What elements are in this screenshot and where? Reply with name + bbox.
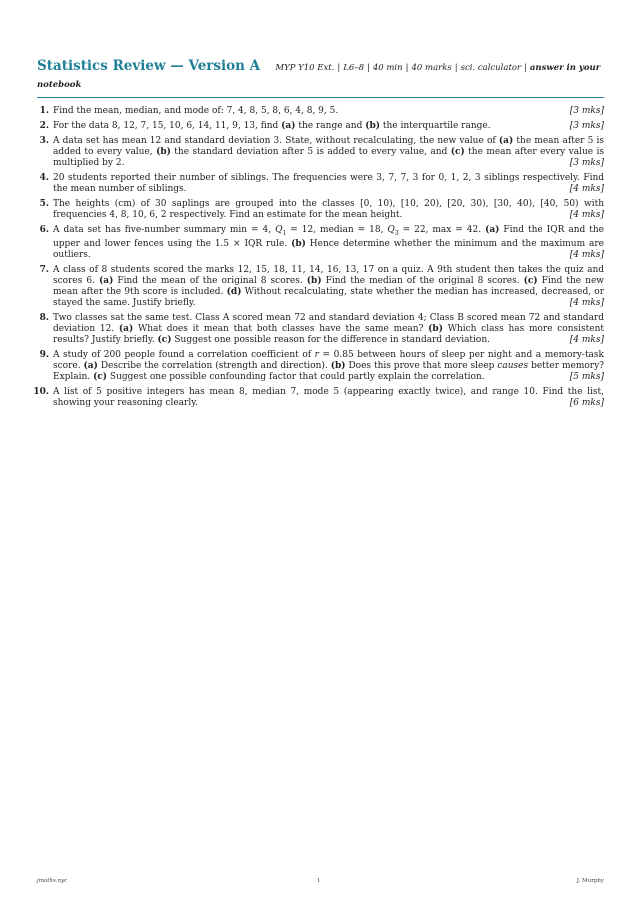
- question-number: 3.: [39, 136, 49, 146]
- question-item: [37, 199, 604, 221]
- part-label: (c): [93, 371, 108, 382]
- question-marks: [3 mks]: [569, 106, 604, 116]
- question-text: [53, 387, 604, 408]
- question-marks: [4 mks]: [569, 334, 604, 345]
- question-text-run: 20 students reported their number of siblings. The frequencies were 3, 7, 7, 3 for 0, 1, 2, 3 siblings respectively. Find the mean number of siblings.: [53, 173, 604, 194]
- question-number: 1.: [39, 106, 49, 116]
- meta-duration: 40 min: [372, 63, 403, 73]
- meta-calculator: sci. calculator: [460, 63, 522, 73]
- question-marks: [5 mks]: [569, 371, 604, 382]
- math-symbol: r: [314, 349, 319, 360]
- question-text: [53, 106, 382, 116]
- meta-level-range: L6–8: [343, 63, 364, 73]
- footer: [37, 878, 604, 888]
- question-item: [37, 313, 604, 346]
- question-text-run: Suggest one possible reason for the difference in standard deviation.: [171, 334, 491, 345]
- question-text-run: For the data 8, 12, 7, 15, 10, 6, 14, 11, 9, 13, find: [53, 121, 282, 131]
- question-text: [53, 121, 535, 131]
- question-text-run: Suggest one possible confounding factor that could partly explain the correlation.: [107, 371, 485, 382]
- question-marks: [4 mks]: [569, 297, 604, 308]
- question-number: 6.: [39, 225, 49, 235]
- question-item: [37, 173, 604, 195]
- header-rule: [37, 97, 604, 98]
- part-label: (c): [157, 334, 172, 345]
- question-marks: [4 mks]: [569, 210, 604, 220]
- part-label: (a): [83, 360, 98, 371]
- question-number: 9.: [39, 349, 49, 360]
- part-label: (b): [306, 275, 322, 286]
- question-item: [37, 225, 604, 261]
- meta-instruction: answer in your notebook: [37, 63, 601, 90]
- question-item: [37, 136, 604, 169]
- part-label: (b): [330, 360, 346, 371]
- question-marks: [4 mks]: [569, 249, 604, 260]
- question-text: [53, 265, 604, 308]
- footer-page-number: 1: [317, 878, 321, 884]
- header-meta: MYP Y10 Ext. | L6–8 | 40 min | 40 marks | sci. calculator | answer in your notebook: [37, 63, 601, 90]
- question-text-run: A data set has mean 12 and standard deviation 3. State, without recalculating, the new value of: [53, 136, 499, 146]
- question-marks: [6 mks]: [569, 397, 604, 408]
- question-text-run: Find the median of the original 8 scores.: [321, 275, 524, 286]
- question-text-run: Find the mean of the original 8 scores.: [113, 275, 307, 286]
- question-text: [53, 136, 604, 168]
- question-text: [53, 199, 604, 220]
- page-title: Statistics Review — Version A: [37, 58, 261, 74]
- meta-level-course: MYP Y10 Ext.: [275, 63, 335, 73]
- question-text-run: A data set has five-number summary min = 4,: [53, 225, 276, 235]
- question-text-run: Hence determine whether the minimum and the maximum are outliers.: [53, 238, 604, 260]
- question-text-run: Find the IQR and the upper and lower fences using the 1.5 × IQR rule.: [53, 225, 604, 249]
- header: [37, 58, 604, 92]
- question-text-run: Without recalculating, state whether the median has increased, decreased, or stayed the same. Justify briefly.: [53, 286, 605, 308]
- question-item: [37, 265, 604, 309]
- question-text-run: Describe the correlation (strength and direction).: [97, 360, 331, 371]
- question-marks: [4 mks]: [569, 184, 604, 194]
- question-text-run: The heights (cm) of 30 saplings are grouped into the classes [0, 10), [10, 20), [20, 30), [30, 40), [40, 50) with frequencies 4, 8, 10, 6, 2 respectively. Find an estimate for the mean height.: [53, 199, 604, 220]
- question-item: [33, 386, 604, 409]
- part-label: (b): [156, 147, 171, 157]
- part-label: (a): [485, 225, 500, 235]
- question-number: 2.: [39, 121, 49, 131]
- question-number: 7.: [39, 264, 49, 275]
- part-label: (c): [450, 147, 465, 157]
- part-label: (b): [365, 121, 381, 131]
- part-label: (b): [291, 238, 306, 249]
- math-symbol: Q: [387, 225, 395, 235]
- question-number: 8.: [39, 312, 49, 323]
- question-item: [37, 106, 604, 117]
- question-text-run: A class of 8 students scored the marks 12, 15, 18, 11, 14, 16, 13, 17 on a quiz. A 9th student then takes the quiz and scores 6.: [53, 264, 604, 286]
- math-subscript: 1: [282, 229, 287, 237]
- question-text-run: the mean after every value is multiplied by 2.: [53, 147, 604, 168]
- question-text-run: Which class has more consistent results? Justify briefly.: [53, 323, 604, 345]
- question-text-run: the interquartile range.: [380, 121, 491, 131]
- question-marks: [3 mks]: [569, 158, 604, 168]
- question-number: 5.: [39, 199, 49, 209]
- question-text-run: Find the new mean after the 9th score is included.: [53, 275, 604, 297]
- part-label: (a): [281, 121, 296, 131]
- part-label: (d): [226, 286, 242, 297]
- meta-total-marks: 40 marks: [411, 63, 452, 73]
- part-label: (a): [498, 136, 514, 146]
- math-subscript: 3: [394, 229, 399, 237]
- question-text-run: A study of 200 people found a correlation coefficient of: [53, 349, 315, 360]
- part-label: (a): [98, 275, 114, 286]
- question-item: [37, 121, 604, 132]
- question-list: [33, 106, 605, 409]
- question-text-run: Does this prove that more sleep: [345, 360, 498, 371]
- question-number: 10.: [33, 386, 49, 397]
- question-text-run: Two classes sat the same test. Class A scored mean 72 and standard deviation 4; Class B scored mean 72 and standard deviation 12.: [53, 312, 604, 334]
- question-item: [37, 350, 604, 383]
- question-text-run: = 12, median = 18,: [286, 225, 388, 235]
- question-text-run: the mean after 5 is added to every value,: [53, 136, 604, 157]
- math-symbol: causes: [497, 360, 529, 371]
- question-text-run: the standard deviation after 5 is added to every value, and: [170, 147, 451, 157]
- question-text-run: A list of 5 positive integers has mean 8, median 7, mode 5 (appearing exactly twice), and range 10. Find the list, showing your reasoning clearly.: [53, 386, 604, 408]
- question-text-run: Find the mean, median, and mode of: 7, 4, 8, 5, 8, 6, 4, 8, 9, 5.: [53, 106, 339, 116]
- worksheet-page: [33, 0, 605, 413]
- part-label: (c): [523, 275, 538, 286]
- footer-author: J. Murphy: [576, 878, 604, 884]
- question-number: 4.: [39, 173, 49, 183]
- question-text: [53, 225, 604, 260]
- question-marks: [3 mks]: [569, 121, 604, 131]
- question-text-run: = 22, max = 42.: [398, 225, 486, 235]
- part-label: (b): [428, 323, 443, 334]
- question-text-run: the range and: [295, 121, 366, 131]
- part-label: (a): [118, 323, 134, 334]
- question-text: [53, 173, 604, 194]
- question-text-run: better memory? Explain.: [53, 360, 604, 382]
- math-symbol: Q: [275, 225, 283, 235]
- question-text: [53, 350, 604, 382]
- question-text-run: = 0.85 between hours of sleep per night and a memory-task score.: [53, 349, 604, 371]
- question-text-run: What does it mean that both classes have the same mean?: [133, 323, 429, 334]
- question-text: [53, 313, 604, 345]
- footer-site: jmaths.nyc: [37, 878, 68, 884]
